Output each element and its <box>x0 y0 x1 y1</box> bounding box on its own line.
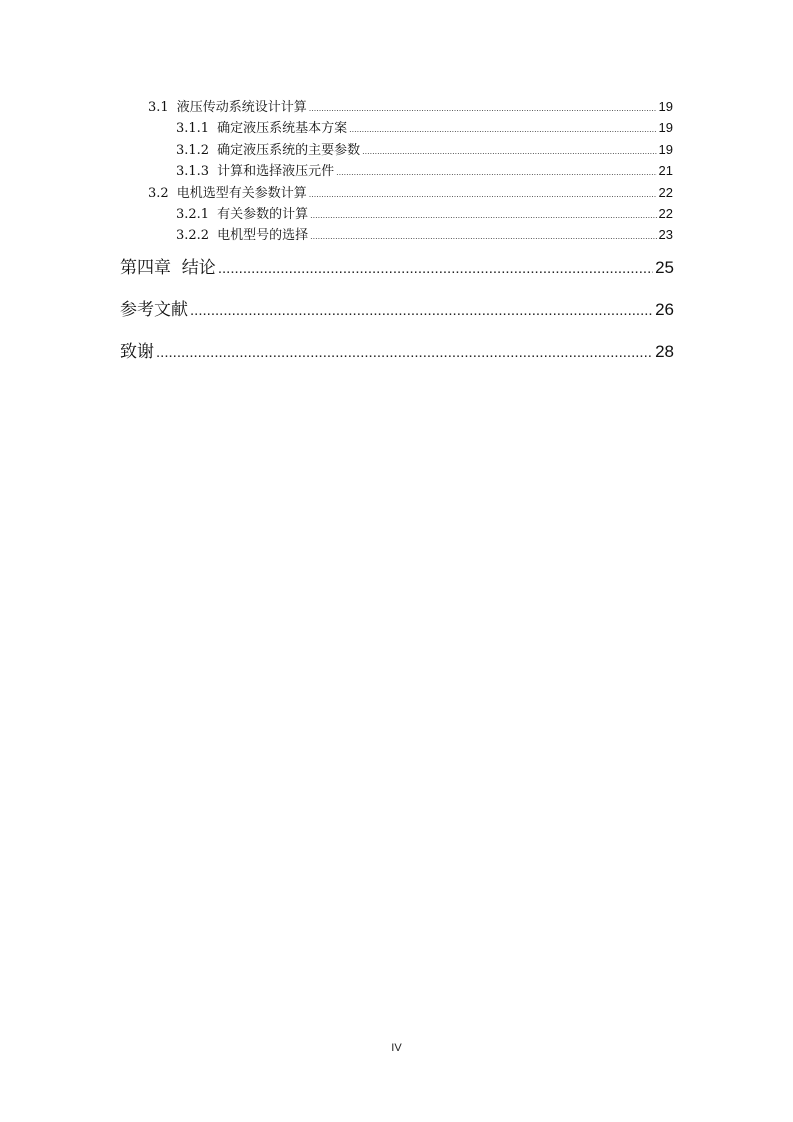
dot-leader <box>349 124 656 134</box>
toc-entry-page: 22 <box>658 206 673 221</box>
toc-entry-3-2[interactable] <box>148 182 673 202</box>
toc-entry-title: 电机型号的选择 <box>217 228 309 243</box>
toc-entry-chapter-4[interactable] <box>120 253 674 279</box>
dot-leader <box>218 260 653 277</box>
toc-entry-page: 21 <box>658 163 673 178</box>
toc-entry-title: 确定液压系统基本方案 <box>217 121 348 136</box>
page-number-footer: IV <box>391 1042 402 1054</box>
dot-leader <box>190 302 653 319</box>
toc-entry-acknowledgements[interactable] <box>120 337 674 363</box>
toc-entry-number: 3.2.2 <box>176 228 210 243</box>
dot-leader <box>310 210 656 220</box>
toc-entry-3-1-3[interactable] <box>176 160 673 180</box>
toc-entry-3-1[interactable] <box>148 96 673 116</box>
toc-entry-page: 25 <box>655 258 674 277</box>
toc-entry-3-1-2[interactable] <box>176 139 673 159</box>
toc-entry-page: 19 <box>658 120 673 135</box>
toc-entry-number: 3.1.1 <box>176 121 210 136</box>
toc-entry-number: 3.1 <box>148 100 169 115</box>
toc-entry-title: 计算和选择液压元件 <box>217 164 335 179</box>
toc-entry-page: 19 <box>658 142 673 157</box>
toc-entry-3-1-1[interactable] <box>176 117 673 137</box>
dot-leader <box>156 344 653 361</box>
toc-entry-title: 参考文献 <box>120 300 188 320</box>
dot-leader <box>362 146 656 156</box>
toc-entry-title: 第四章 结论 <box>120 258 216 278</box>
dot-leader <box>309 103 657 113</box>
toc-entry-page: 22 <box>658 185 673 200</box>
toc-entry-number: 3.1.2 <box>176 143 210 158</box>
dot-leader <box>309 189 657 199</box>
toc-entry-page: 26 <box>655 300 674 319</box>
toc-entry-3-2-1[interactable] <box>176 203 673 223</box>
dot-leader <box>310 231 656 241</box>
toc-entry-number: 3.2 <box>148 186 169 201</box>
toc-entry-page: 28 <box>655 342 674 361</box>
toc-entry-title: 致谢 <box>120 342 154 362</box>
toc-entry-3-2-2[interactable] <box>176 224 673 244</box>
toc-entry-title: 有关参数的计算 <box>217 207 309 222</box>
toc-entry-title: 确定液压系统的主要参数 <box>217 143 361 158</box>
toc-entry-references[interactable] <box>120 295 674 321</box>
toc-entry-page: 23 <box>658 227 673 242</box>
dot-leader <box>336 167 656 177</box>
toc-entry-title: 液压传动系统设计计算 <box>176 100 307 115</box>
toc-entry-number: 3.1.3 <box>176 164 210 179</box>
toc-entry-number: 3.2.1 <box>176 207 210 222</box>
toc-entry-title: 电机选型有关参数计算 <box>176 186 307 201</box>
toc-entry-page: 19 <box>658 99 673 114</box>
